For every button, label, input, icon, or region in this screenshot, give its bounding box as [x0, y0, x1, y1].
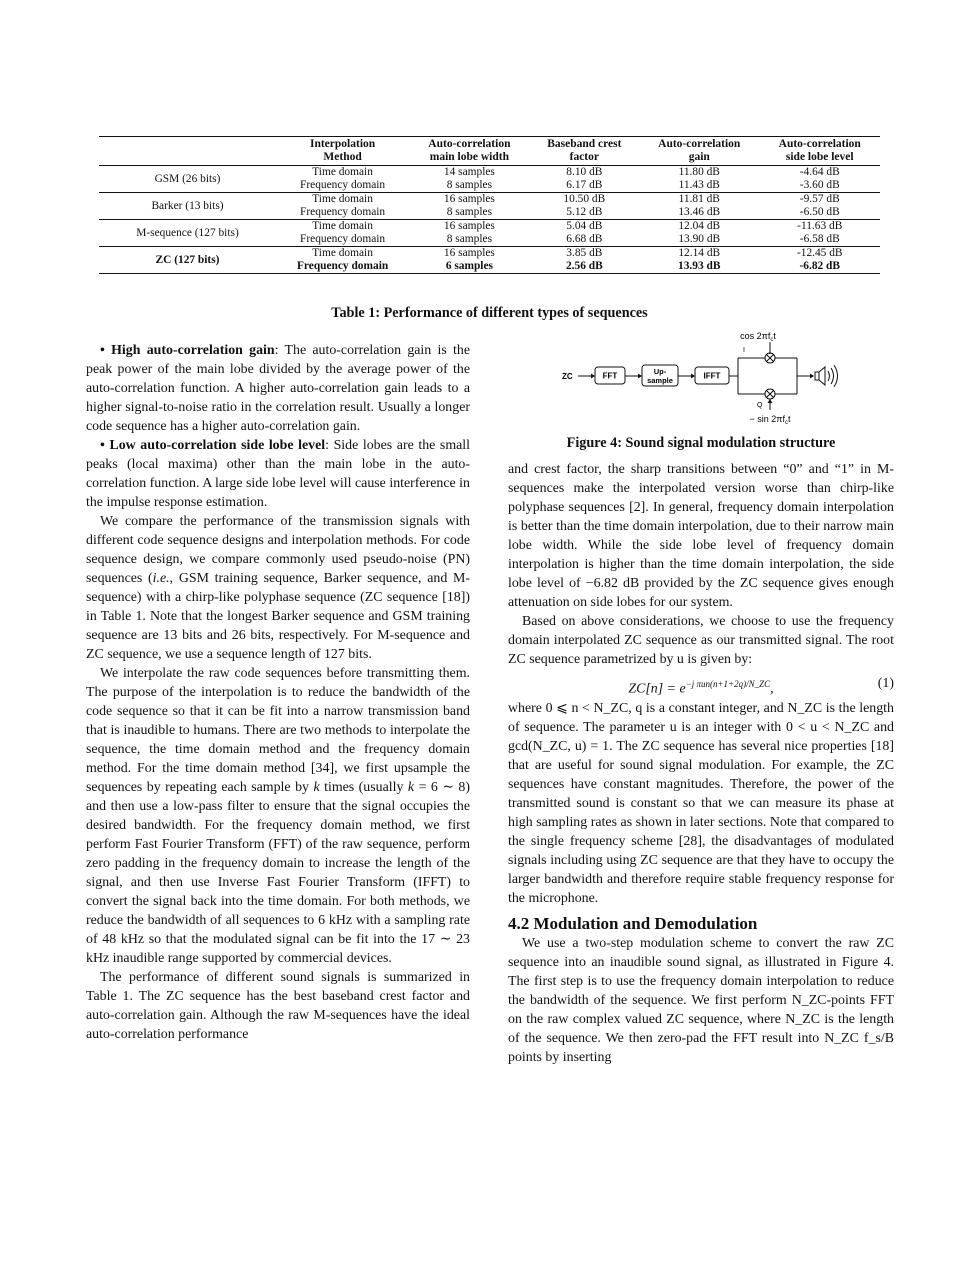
table-cell: 5.04 dB: [566, 220, 603, 232]
table-cell: -9.57 dB: [799, 193, 840, 205]
table-header-sequence: [99, 137, 276, 166]
table-cell: 11.81 dB: [678, 193, 720, 205]
table-cell: 8.10 dB: [566, 166, 603, 178]
paragraph: where 0 ⩽ n < N_ZC, q is a constant integer, and N_ZC is the length of sequence. The parameter u is an integer with 0 < u < N_ZC and gcd(N_ZC, u) = 1. The ZC sequence has several nice properties [18] that are useful for sound signal modulation. For example, the ZC sequences have constant magnitudes. Therefore, the power of the transmitted sound is constant so that we can measure its phase at high sampling rates as shown in later sections. Note that compared to the single frequency scheme [28], the disadvantages of modulated signals including using ZC sequence are that they have to occupy the larger bandwidth and therefore require stable frequency response for the microphone.: [508, 701, 894, 906]
bullet-high-gain: • High auto-correlation gain: The auto-correlation gain is the peak power of the main lobe divided by the average power of the auto-correlation function. A higher auto-correlation gain leads to a higher signal-to-noise ratio in the correlation result. Usually a longer code sequence has a higher auto-correlation gain.: [86, 343, 470, 434]
bullet-low-side-lobe: • Low auto-correlation side lobe level: Side lobes are the small peaks (local maxima) other than the main lobe in the auto-correlation function. A large side lobe level will cause interference in the impulse response estimation.: [86, 438, 471, 510]
q-label: Q: [757, 402, 763, 409]
svg-text:FFT: FFT: [602, 371, 618, 381]
paragraph: Based on above considerations, we choose to use the frequency domain interpolated ZC sequence as our transmitted signal. The root ZC sequence parametrized by u is given by:: [508, 614, 894, 667]
table-cell: Time domain: [312, 166, 373, 178]
table-cell: 13.90 dB: [639, 233, 759, 247]
modulation-diagram: [554, 328, 844, 428]
table-cell: -4.64 dB: [799, 166, 840, 178]
table-row: [99, 220, 880, 234]
table-cell: -6.58 dB: [759, 233, 880, 247]
table-cell: 10.50 dB: [563, 193, 606, 205]
table-cell: Time domain: [312, 220, 373, 232]
table-cell: 3.85 dB: [566, 247, 603, 259]
table-row: [99, 193, 880, 207]
table-header-main-lobe: Auto-correlation main lobe width: [409, 137, 529, 166]
table-cell: 16 samples: [443, 220, 495, 232]
table-cell: 12.14 dB: [678, 247, 721, 259]
equation-1: $ZC[n] = e^{-j \pi un(n+1+2q)/N\_ZC}$, (1): [508, 673, 894, 695]
table-caption: Table 1: Performance of different types of sequences: [331, 305, 648, 321]
paragraph: We compare the performance of the transmission signals with different code sequence designs and interpolation methods. For code sequence design, we compare commonly used pseudo-noise (PN) sequences (i.e., GSM training sequence, Barker sequence, and M-sequence) with a chirp-like polyphase sequence (ZC sequence [18]) in Table 1. Note that the longest Barker sequence and GSM training sequence are 13 bits and 26 bits, respectively. For M-sequence and ZC sequence, we use a sequence length of 127 bits.: [86, 514, 470, 662]
svg-text:sample: sample: [647, 376, 673, 385]
table-cell: 2.56 dB: [530, 260, 639, 274]
zc-input-label: ZC: [562, 372, 573, 381]
table-cell: 5.12 dB: [530, 206, 639, 220]
equation-number: (1): [877, 676, 894, 691]
table-cell: Time domain: [312, 193, 373, 205]
left-column: [86, 341, 470, 1044]
table-cell: -11.63 dB: [797, 220, 843, 232]
paragraph: and crest factor, the sharp transitions between “0” and “1” in M-sequences make the interpolated version worse than chirp-like polyphase sequences [2]. In general, frequency domain interpolation is better than the time domain interpolation, due to their narrow main lobe width. While the side lobe level of frequency domain interpolation is higher than the time domain interpolation, the side lobe level of −6.82 dB provided by the ZC sequence gives enough attenuation on side lobes for our system.: [508, 462, 894, 610]
table-cell: 16 samples: [443, 193, 495, 205]
svg-text:IFFT: IFFT: [703, 371, 721, 381]
right-column: [508, 460, 894, 1067]
table-cell: 11.43 dB: [639, 179, 759, 193]
table-cell: 16 samples: [443, 247, 495, 259]
table-cell: Frequency domain: [276, 233, 409, 247]
table-cell-sequence: Barker (13 bits): [99, 193, 276, 220]
table-cell: Frequency domain: [276, 260, 409, 274]
performance-table: [99, 136, 880, 274]
svg-text:Up-: Up-: [653, 367, 667, 376]
cos-label: $\cos 2\pi f_ct$: [740, 331, 776, 343]
table-header-method: Interpolation Method: [276, 137, 409, 166]
table-cell: -6.82 dB: [759, 260, 880, 274]
table-cell: 8 samples: [409, 233, 529, 247]
table-cell: 8 samples: [409, 179, 529, 193]
i-label: I: [743, 347, 745, 354]
table-row: [99, 247, 880, 261]
table-cell-sequence: M-sequence (127 bits): [99, 220, 276, 247]
table-cell: 12.04 dB: [678, 220, 721, 232]
table-header-crest-factor: Baseband crest factor: [530, 137, 639, 166]
paragraph: We use a two-step modulation scheme to convert the raw ZC sequence into an inaudible sound signal, as illustrated in Figure 4. The first step is to use the frequency domain interpolation to reduce the bandwidth of the sequence. We first perform N_ZC-points FFT on the raw complex valued ZC sequence, where N_ZC is the length of the sequence. We then zero-pad the FFT result into N_ZC f_s/B points by inserting: [508, 936, 894, 1065]
table-cell: 6.68 dB: [530, 233, 639, 247]
table-cell: 11.80 dB: [678, 166, 720, 178]
sin-label: − $\sin 2\pi f_ct$: [749, 414, 791, 426]
table-cell: 14 samples: [443, 166, 495, 178]
table-cell: 6.17 dB: [530, 179, 639, 193]
table-cell: Time domain: [312, 247, 373, 259]
table-cell-sequence: ZC (127 bits): [99, 247, 276, 274]
paragraph: We interpolate the raw code sequences before transmitting them. The purpose of the interpolation is to reduce the bandwidth of the code sequence so that it can be fit into a narrow transmission band that is inaudible to humans. There are two methods to interpolate the sequence, the time domain method and the frequency domain method. For the time domain method [34], we first upsample the sequences by repeating each sample by k times (usually k = 6 ∼ 8) and then use a low-pass filter to ensure that the signal occupies the desired bandwidth. For the frequency domain method, we first perform Fast Fourier Transform (FFT) of the raw sequence, perform zero padding in the frequency domain to increase the length of the signal, and then use Inverse Fast Fourier Transform (IFFT) to convert the signal back into the time domain. For both methods, we reduce the bandwidth of all sequences to 6 kHz with a sampling rate of 48 kHz so that the modulated signal can be fit into the 17 ∼ 23 kHz inaudible range supported by commercial devices.: [86, 666, 471, 966]
speaker-icon: [815, 365, 838, 387]
table-cell: Frequency domain: [276, 206, 409, 220]
section-heading: 4.2 Modulation and Demodulation: [508, 914, 758, 933]
table-cell: Frequency domain: [276, 179, 409, 193]
table-cell: 13.46 dB: [639, 206, 759, 220]
table-header-gain: Auto-correlation gain: [639, 137, 759, 166]
figure-caption: Figure 4: Sound signal modulation structure: [566, 435, 836, 451]
table-cell-sequence: GSM (26 bits): [99, 166, 276, 193]
table-cell: 6 samples: [409, 260, 529, 274]
table-cell: -6.50 dB: [759, 206, 880, 220]
table-row: [99, 166, 880, 180]
table-header-row: [99, 137, 880, 166]
table-header-side-lobe: Auto-correlation side lobe level: [759, 137, 880, 166]
table-cell: -12.45 dB: [796, 247, 843, 259]
table-cell: 8 samples: [409, 206, 529, 220]
table-cell: -3.60 dB: [759, 179, 880, 193]
paragraph: The performance of different sound signals is summarized in Table 1. The ZC sequence has the best baseband crest factor and auto-correlation gain. Although the raw M-sequences have the ideal auto-correlation performance: [86, 970, 470, 1042]
table-cell: 13.93 dB: [639, 260, 759, 274]
